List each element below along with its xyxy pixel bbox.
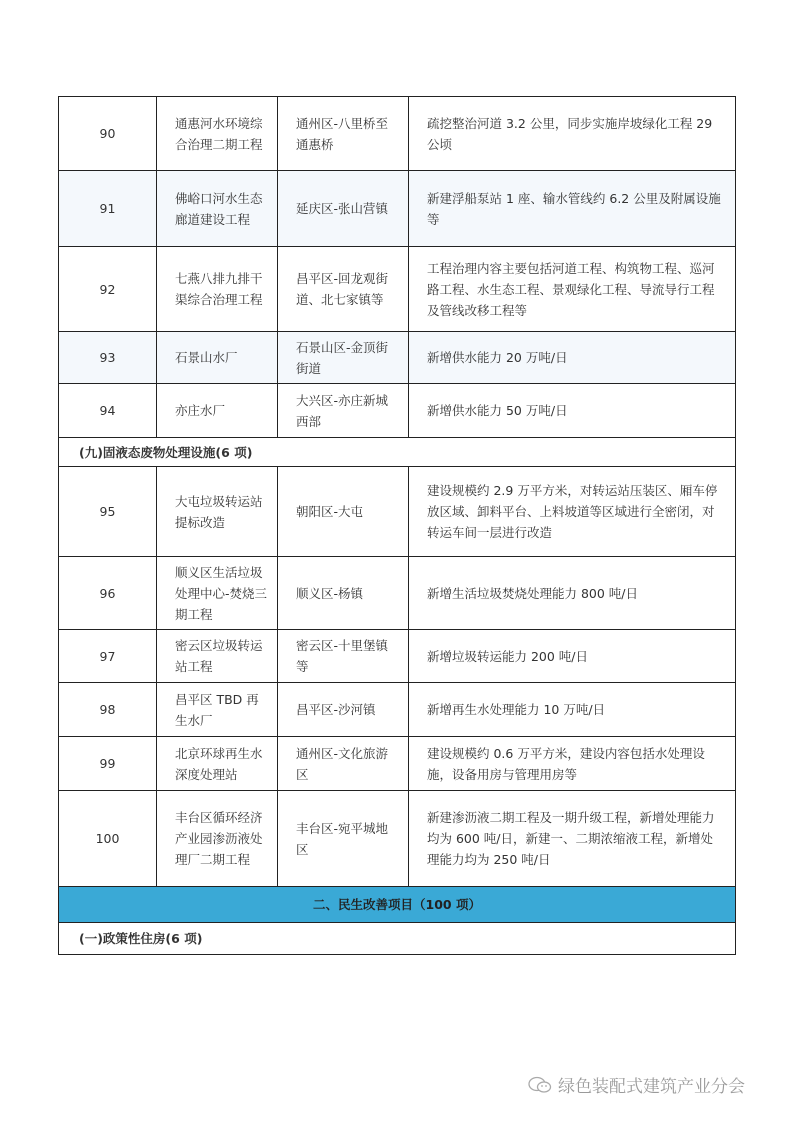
section-heading: (九)固液态废物处理设施(6 项): [59, 438, 736, 467]
row-number: 90: [59, 97, 157, 171]
section-row: [59, 923, 736, 955]
table-row: [59, 467, 736, 557]
project-table: [58, 96, 736, 955]
project-name: 石景山水厂: [157, 332, 278, 384]
section-row: [59, 438, 736, 467]
project-location: 丰台区-宛平城地区: [278, 791, 409, 887]
project-description: 新增再生水处理能力 10 万吨/日: [409, 683, 736, 737]
row-number: 94: [59, 384, 157, 438]
watermark: [528, 1072, 745, 1097]
project-location: 昌平区-回龙观街道、北七家镇等: [278, 247, 409, 332]
project-description: 工程治理内容主要包括河道工程、构筑物工程、巡河路工程、水生态工程、景观绿化工程、导流导行工程及管线改移工程等: [409, 247, 736, 332]
table-row: [59, 171, 736, 247]
project-description: 新增供水能力 50 万吨/日: [409, 384, 736, 438]
row-number: 98: [59, 683, 157, 737]
row-number: 100: [59, 791, 157, 887]
project-name: 佛峪口河水生态廊道建设工程: [157, 171, 278, 247]
table-row: [59, 384, 736, 438]
project-description: 建设规模约 2.9 万平方米，对转运站压装区、厢车停放区域、卸料平台、上料坡道等区域进行全密闭，对转运车间一层进行改造: [409, 467, 736, 557]
project-name: 七燕八排九排干渠综合治理工程: [157, 247, 278, 332]
watermark-text: 绿色装配式建筑产业分会: [558, 1077, 745, 1097]
table-row: [59, 332, 736, 384]
project-description: 新建渗沥液二期工程及一期升级工程，新增处理能力均为 600 吨/日，新建一、二期浓缩液工程，新增处理能力均为 250 吨/日: [409, 791, 736, 887]
project-location: 大兴区-亦庄新城西部: [278, 384, 409, 438]
row-number: 93: [59, 332, 157, 384]
project-name: 通惠河水环境综合治理二期工程: [157, 97, 278, 171]
project-description: 疏挖整治河道 3.2 公里，同步实施岸坡绿化工程 29 公顷: [409, 97, 736, 171]
table-row: [59, 683, 736, 737]
major-heading: 二、民生改善项目（100 项）: [59, 887, 736, 923]
project-name: 亦庄水厂: [157, 384, 278, 438]
row-number: 97: [59, 630, 157, 683]
project-description: 新增垃圾转运能力 200 吨/日: [409, 630, 736, 683]
project-name: 北京环球再生水深度处理站: [157, 737, 278, 791]
row-number: 95: [59, 467, 157, 557]
row-number: 92: [59, 247, 157, 332]
project-name: 昌平区 TBD 再生水厂: [157, 683, 278, 737]
project-description: 建设规模约 0.6 万平方米，建设内容包括水处理设施，设备用房与管理用房等: [409, 737, 736, 791]
table-row: [59, 737, 736, 791]
project-location: 石景山区-金顶街街道: [278, 332, 409, 384]
table-row: [59, 630, 736, 683]
project-location: 密云区-十里堡镇等: [278, 630, 409, 683]
table-row: [59, 247, 736, 332]
section-heading: (一)政策性住房(6 项): [59, 923, 736, 955]
row-number: 96: [59, 557, 157, 630]
project-name: 顺义区生活垃圾处理中心-焚烧三期工程: [157, 557, 278, 630]
row-number: 99: [59, 737, 157, 791]
project-location: 顺义区-杨镇: [278, 557, 409, 630]
project-location: 朝阳区-大屯: [278, 467, 409, 557]
project-name: 大屯垃圾转运站提标改造: [157, 467, 278, 557]
row-number: 91: [59, 171, 157, 247]
project-location: 通州区-文化旅游区: [278, 737, 409, 791]
project-location: 延庆区-张山营镇: [278, 171, 409, 247]
major-heading-row: [59, 887, 736, 923]
project-description: 新增生活垃圾焚烧处理能力 800 吨/日: [409, 557, 736, 630]
table-row: [59, 791, 736, 887]
project-location: 昌平区-沙河镇: [278, 683, 409, 737]
project-name: 密云区垃圾转运站工程: [157, 630, 278, 683]
table-row: [59, 557, 736, 630]
project-description: 新增供水能力 20 万吨/日: [409, 332, 736, 384]
project-description: 新建浮船泵站 1 座、输水管线约 6.2 公里及附属设施等: [409, 171, 736, 247]
project-location: 通州区-八里桥至通惠桥: [278, 97, 409, 171]
wechat-icon: [528, 1075, 552, 1095]
project-name: 丰台区循环经济产业园渗沥液处理厂二期工程: [157, 791, 278, 887]
table-row: [59, 97, 736, 171]
